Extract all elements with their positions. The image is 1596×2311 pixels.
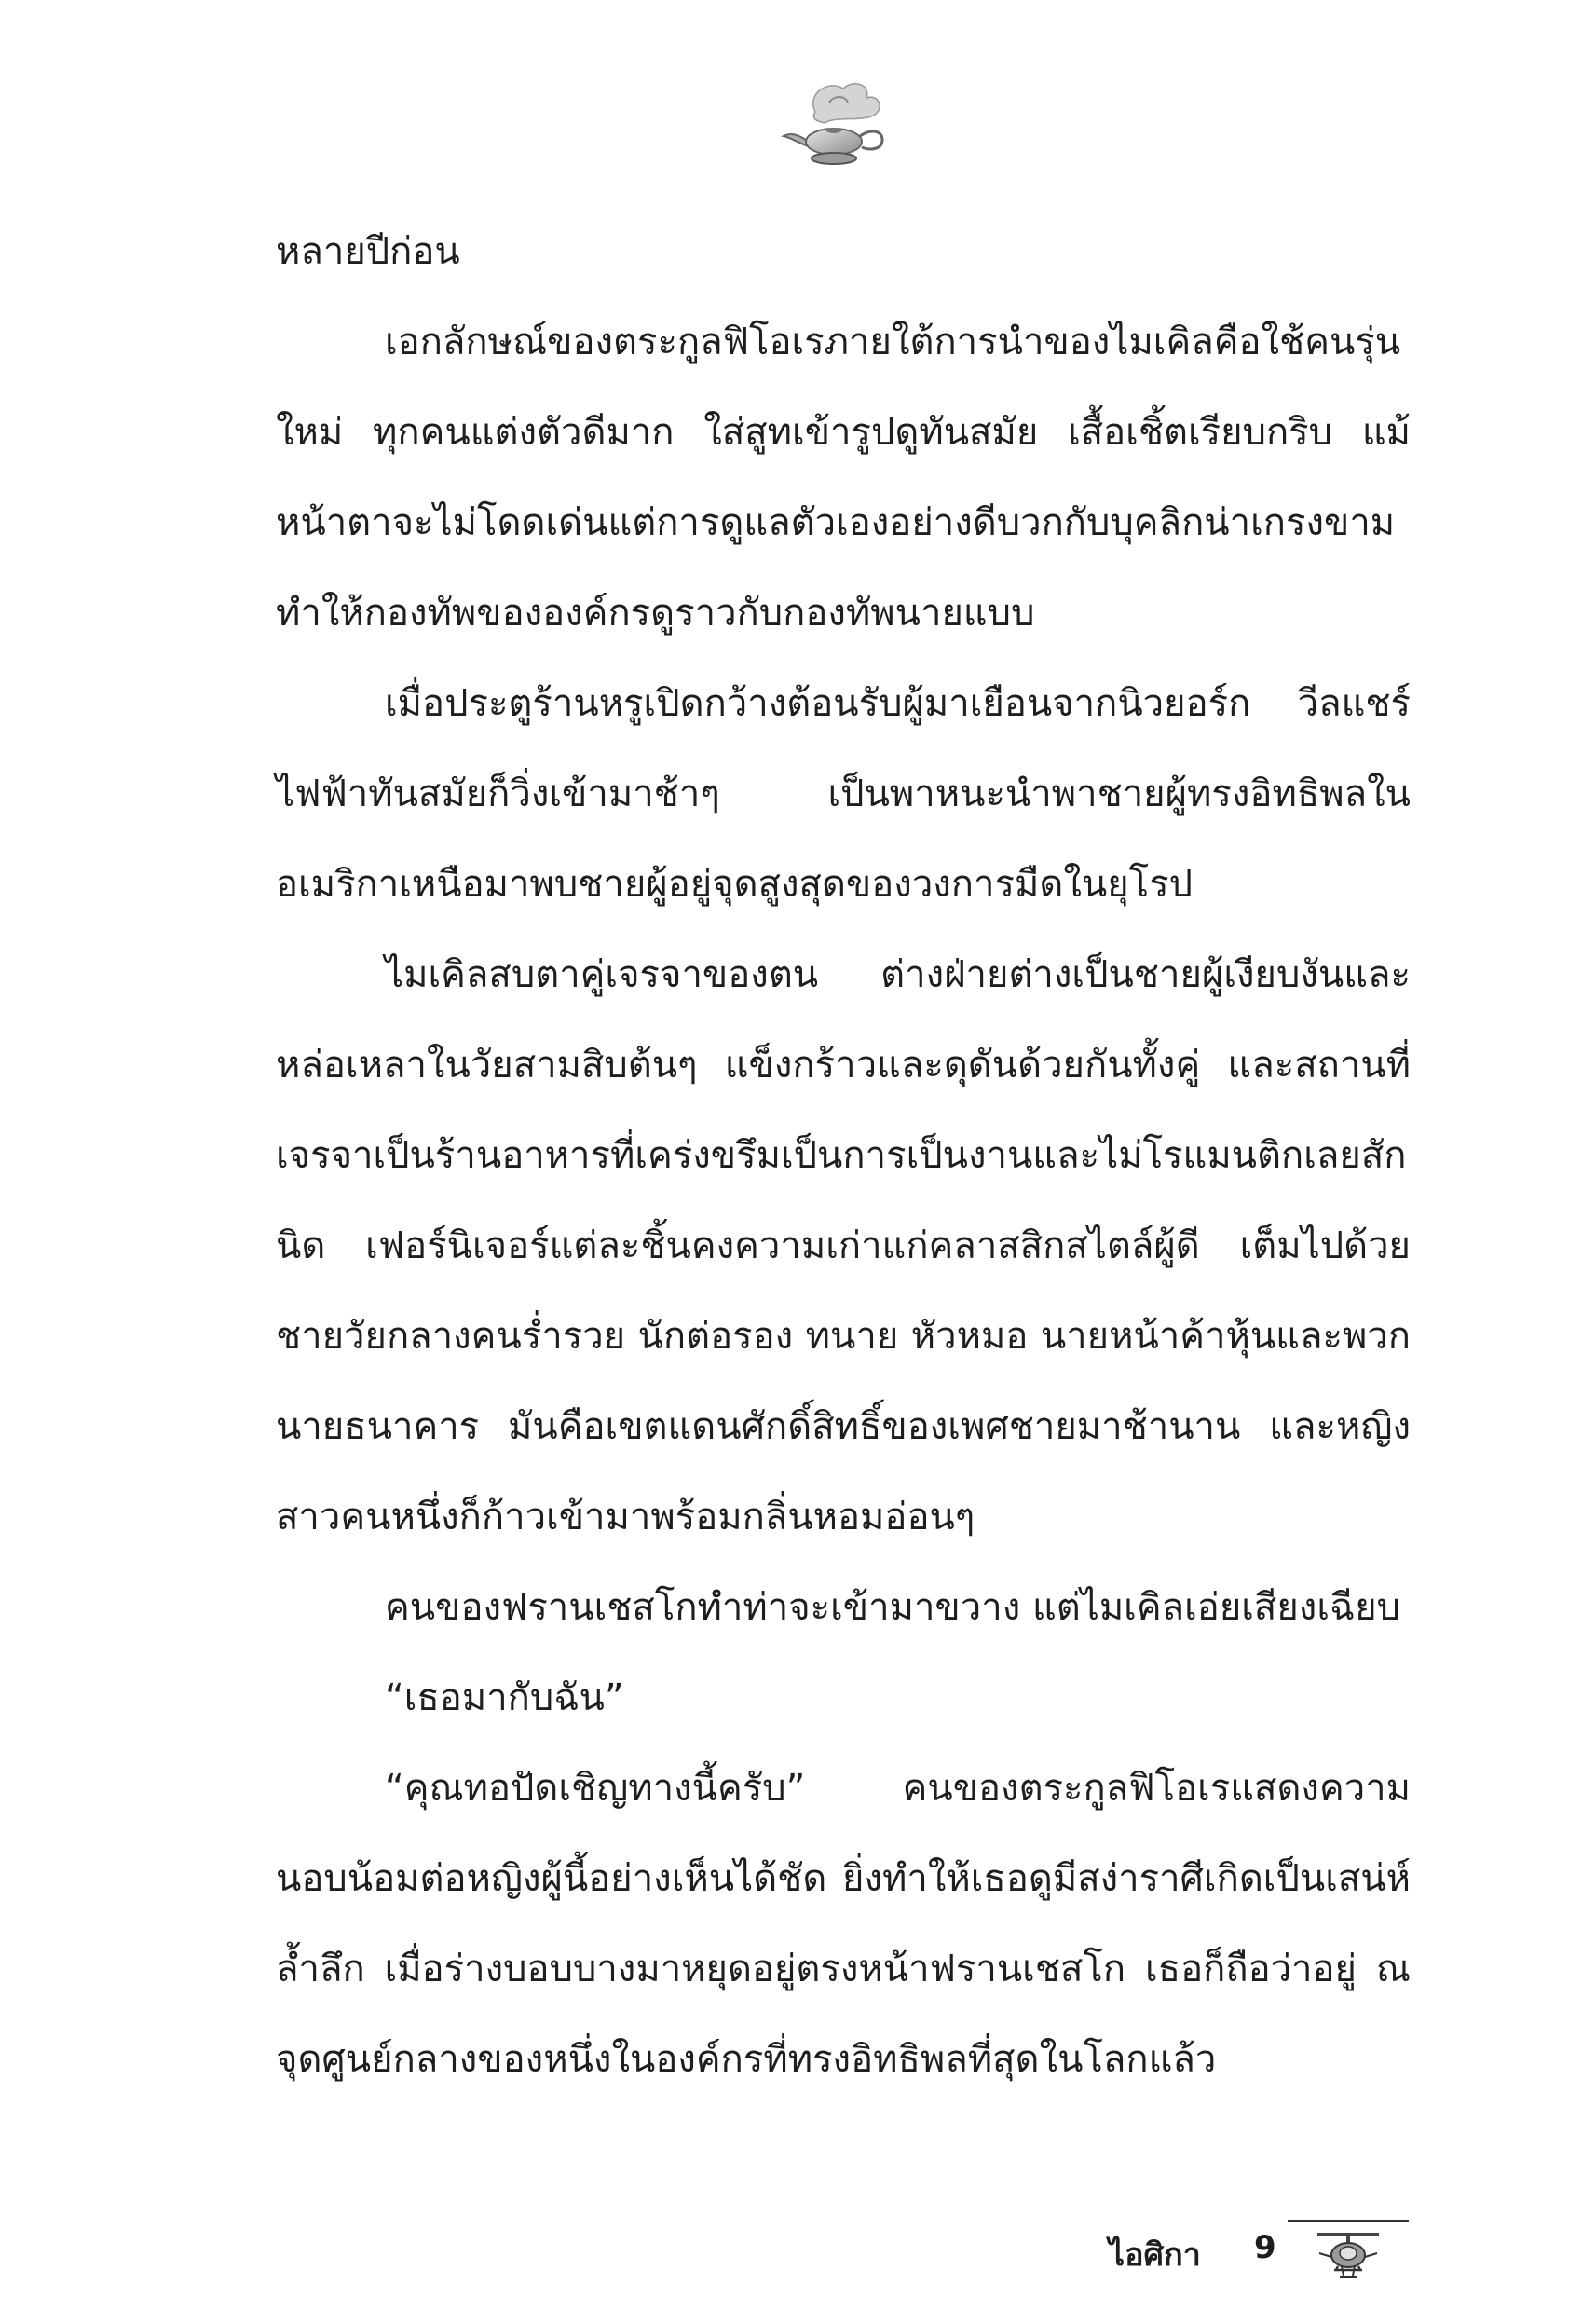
paragraph: ไมเคิลสบตาคู่เจรจาของตน ต่างฝ่ายต่างเป็นชายผู้เงียบงันและหล่อเหลาในวัยสามสิบต้นๆ แข็งกร้าวและดุดันด้วยกันทั้งคู่ และสถานที่เจรจาเป็นร้านอาหารที่เคร่งขรึมเป็นการเป็นงานและไม่โรแมนติกเลยสักนิด เฟอร์นิเจอร์แต่ละชิ้นคงความเก่าแก่คลาสสิกสไตล์ผู้ดี เต็มไปด้วยชายวัยกลางคนร่ำรวย นักต่อรอง ทนาย หัวหมอ นายหน้าค้าหุ้นและพวกนายธนาคาร มันคือเขตแดนศักดิ์สิทธิ์ของเพศชายมาช้านาน และหญิงสาวคนหนึ่งก็ก้าวเข้ามาพร้อมกลิ่นหอมอ่อนๆ xyxy=(276,953,1411,1538)
story-text xyxy=(276,207,1411,2105)
paragraph: “เธอมากับฉัน” xyxy=(385,1676,624,1719)
footer-rule xyxy=(1288,2220,1409,2222)
paragraph: “คุณทอปัดเชิญทางนี้ครับ” คนของตระกูลฟิโอเรแสดงความนอบน้อมต่อหญิงผู้นี้อย่างเห็นได้ชัด ยิ่งทำให้เธอดูมีสง่าราศีเกิดเป็นเสน่ห์ล้ำลึก เมื่อร่างบอบบางมาหยุดอยู่ตรงหน้าฟรานเชสโก เธอก็ถือว่าอยู่ ณ จุดศูนย์กลางของหนึ่งในองค์กรที่ทรงอิทธิพลที่สุดในโลกแล้ว xyxy=(276,1767,1411,2081)
paragraph: หลายปีก่อน xyxy=(276,230,460,273)
helicopter-icon xyxy=(1316,2229,1381,2281)
book-title: ไอศิกา xyxy=(1109,2236,1201,2274)
genie-lamp-icon xyxy=(778,75,899,177)
paragraph: เมื่อประตูร้านหรูเปิดกว้างต้อนรับผู้มาเยือนจากนิวยอร์ก วีลแชร์ไฟฟ้าทันสมัยก็วิ่งเข้ามาช้าๆ เป็นพาหนะนำพาชายผู้ทรงอิทธิพลในอเมริกาเหนือมาพบชายผู้อยู่จุดสูงสุดของวงการมืดในยุโรป xyxy=(276,682,1411,906)
page-number: 9 xyxy=(1254,2229,1276,2266)
page-footer xyxy=(1081,2216,1435,2290)
paragraph: เอกลักษณ์ของตระกูลฟิโอเรภายใต้การนำของไมเคิลคือใช้คนรุ่นใหม่ ทุกคนแต่งตัวดีมาก ใส่สูทเข้ารูปดูทันสมัย เสื้อเชิ้ตเรียบกริบ แม้หน้าตาจะไม่โดดเด่นแต่การดูแลตัวเองอย่างดีบวกกับบุคลิกน่าเกรงขาม ทำให้กองทัพขององค์กรดูราวกับกองทัพนายแบบ xyxy=(276,321,1411,635)
paragraph: คนของฟรานเชสโกทำท่าจะเข้ามาขวาง แต่ไมเคิลเอ่ยเสียงเฉียบ xyxy=(385,1586,1401,1629)
